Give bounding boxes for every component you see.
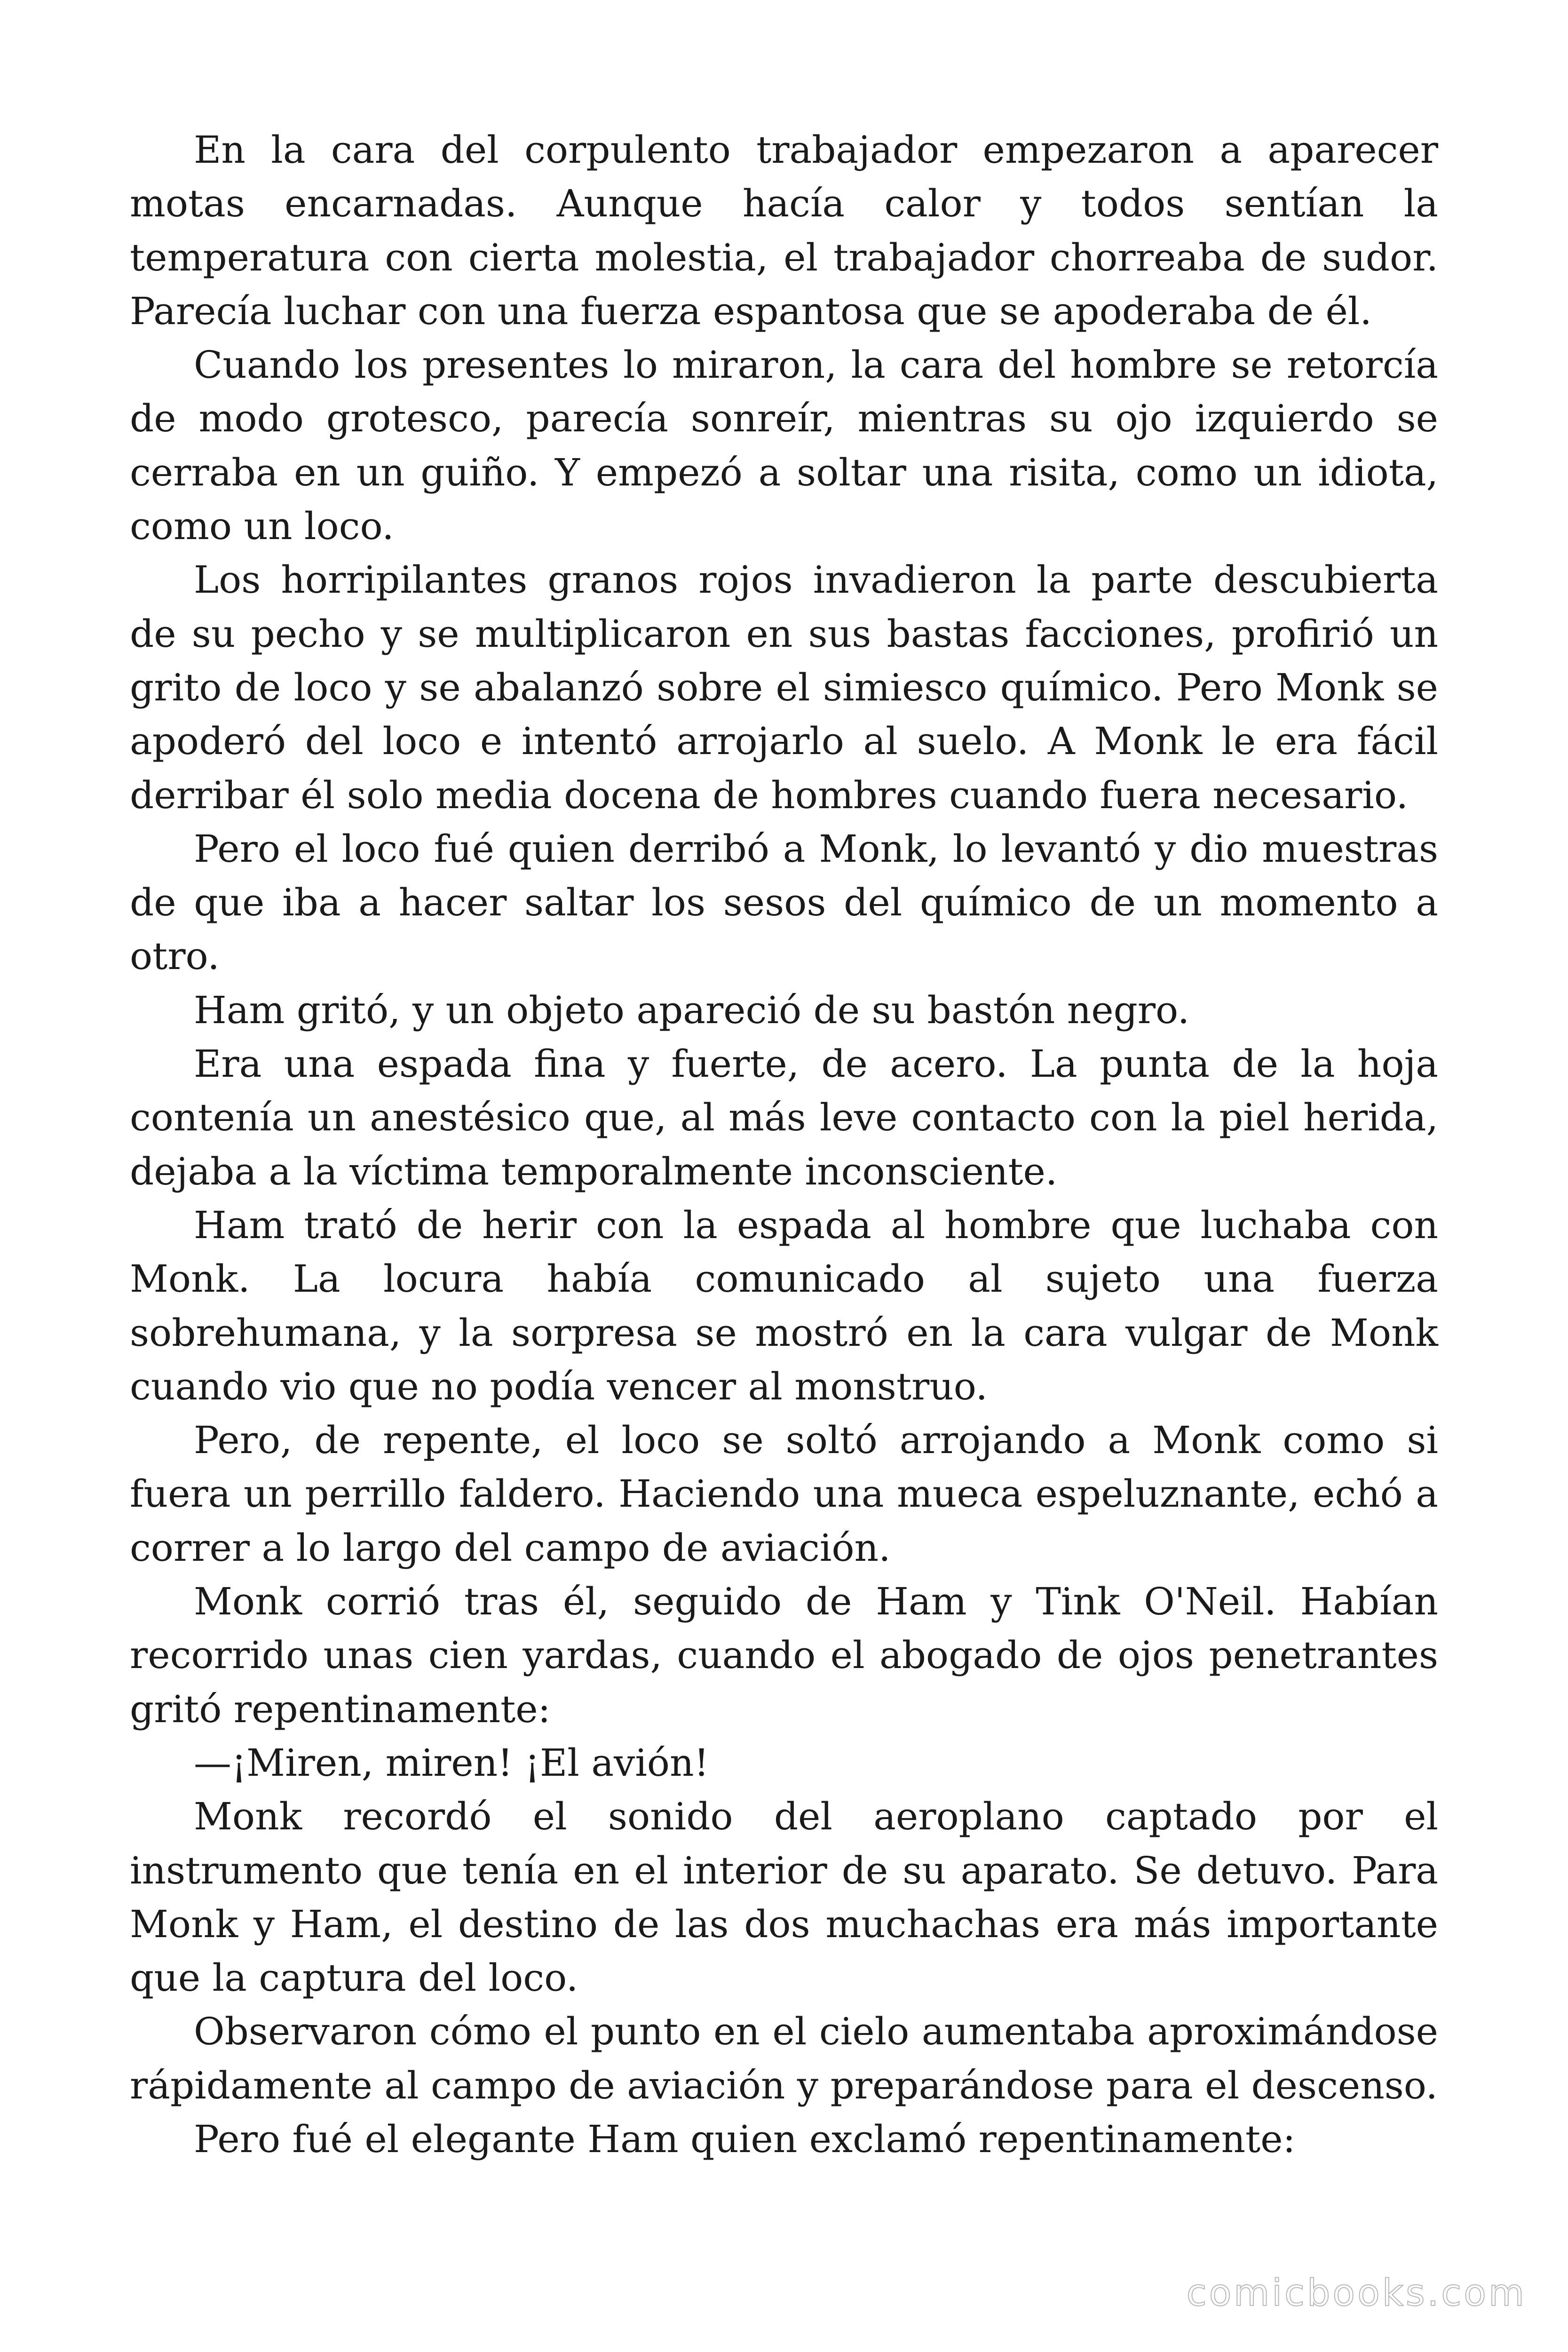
paragraph: Cuando los presentes lo miraron, la cara del hombre se retorcía de modo grotesco, parecía sonreír, mientras su ojo izquierdo se cerraba en un guiño. Y empezó a soltar una risita, como un idiota, como un loco. bbox=[130, 343, 1438, 548]
paragraph: Ham gritó, y un objeto apareció de su bastón negro. bbox=[194, 988, 1190, 1032]
paragraph: Observaron cómo el punto en el cielo aumentaba aproximándose rápidamente al campo de aviación y preparándose para el descenso. bbox=[130, 2010, 1438, 2107]
paragraph: Pero, de repente, el loco se soltó arrojando a Monk como si fuera un perrillo faldero. Haciendo una mueca espeluznante, echó a correr a lo largo del campo de aviación. bbox=[130, 1418, 1438, 1570]
paragraph: Monk corrió tras él, seguido de Ham y Tink O'Neil. Habían recorrido unas cien yardas, cuando el abogado de ojos penetrantes gritó repentinamente: bbox=[130, 1580, 1438, 1731]
paragraph: Monk recordó el sonido del aeroplano captado por el instrumento que tenía en el interior de su aparato. Se detuvo. Para Monk y Ham, el destino de las dos muchachas era más importante que la captura del loco. bbox=[130, 1795, 1438, 2000]
paragraph: Pero fué el elegante Ham quien exclamó repentinamente: bbox=[194, 2117, 1296, 2161]
page-body bbox=[130, 123, 1438, 2166]
watermark-text: comicbooks.com bbox=[1186, 2272, 1527, 2314]
paragraph: Era una espada fina y fuerte, de acero. La punta de la hoja contenía un anestésico que, al más leve contacto con la piel herida, dejaba a la víctima temporalmente inconsciente. bbox=[130, 1042, 1438, 1193]
paragraph: —¡Miren, miren! ¡El avión! bbox=[194, 1740, 709, 1785]
paragraph: En la cara del corpulento trabajador empezaron a aparecer motas encarnadas. Aunque hacía calor y todos sentían la temperatura con cierta molestia, el trabajador chorreaba de sudor. Parecía luchar con una fuerza espantosa que se apoderaba de él. bbox=[130, 128, 1438, 333]
paragraph: Los horripilantes granos rojos invadieron la parte descubierta de su pecho y se multiplicaron en sus bastas facciones, profirió un grito de loco y se abalanzó sobre el simiesco químico. Pero Monk se apoderó del loco e intentó arrojarlo al suelo. A Monk le era fácil derribar él solo media docena de hombres cuando fuera necesario. bbox=[130, 558, 1438, 817]
paragraph: Pero el loco fué quien derribó a Monk, lo levantó y dio muestras de que iba a hacer saltar los sesos del químico de un momento a otro. bbox=[130, 826, 1438, 978]
paragraph: Ham trató de herir con la espada al hombre que luchaba con Monk. La locura había comunicado al sujeto una fuerza sobrehumana, y la sorpresa se mostró en la cara vulgar de Monk cuando vio que no podía vencer al monstruo. bbox=[130, 1203, 1438, 1408]
